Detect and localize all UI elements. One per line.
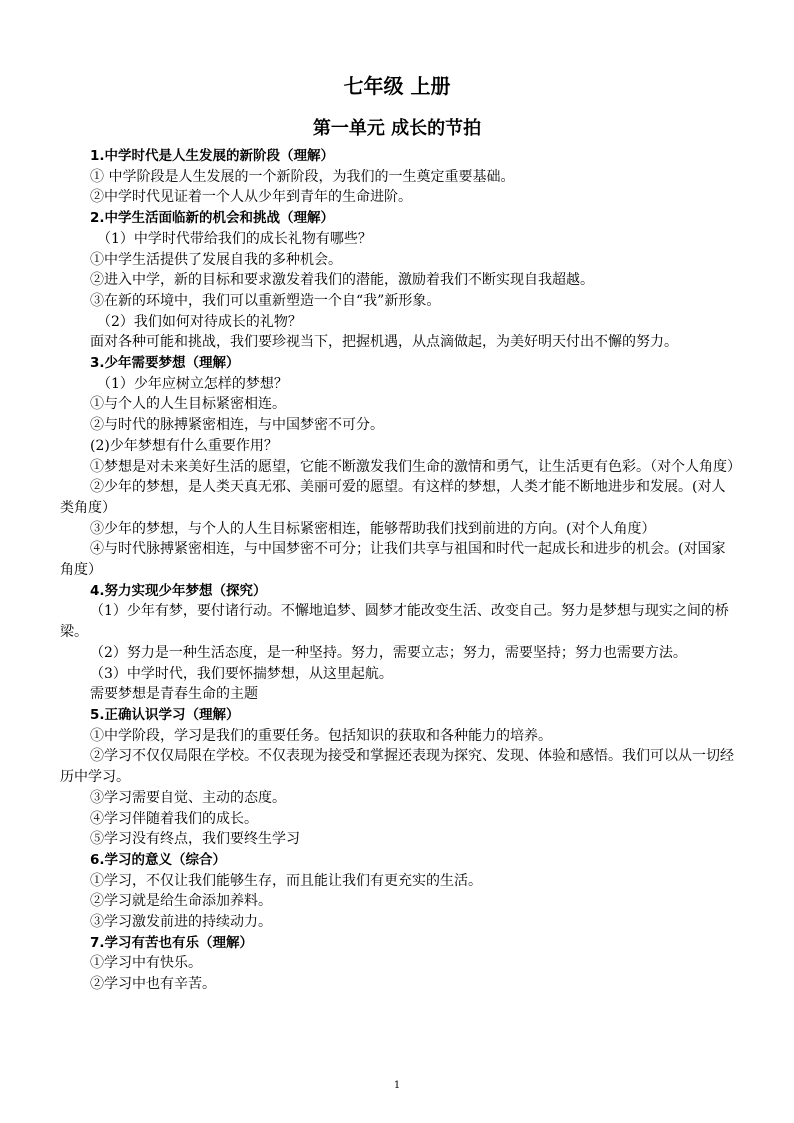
question-label: （1）中学时代带给我们的成长礼物有哪些？	[97, 230, 372, 247]
section-heading-2: 2.中学生活面临新的机会和挑战（理解）	[90, 210, 335, 227]
list-item: ②学习中也有辛苦。	[90, 976, 216, 993]
section-heading-4: 4.努力实现少年梦想（探究）	[90, 582, 267, 599]
list-item: ③学习激发前进的持续动力。	[90, 914, 272, 931]
list-item: ①学习中有快乐。	[90, 955, 202, 972]
list-item: ②学习就是给生命添加养料。	[90, 893, 272, 910]
paragraph: ②学习不仅仅局限在学校。不仅表现为接受和掌握还表现为探究、发现、体验和感悟。我们可以从一切经历中学习。	[60, 748, 734, 786]
list-item: ⑤学习没有终点，我们要终生学习	[90, 831, 300, 848]
list-item: ①与个人的人生目标紧密相连。	[90, 396, 286, 413]
question-label: （1）少年应树立怎样的梦想？	[97, 375, 288, 392]
list-item: ③少年的梦想，与个人的人生目标紧密相连，能够帮助我们找到前进的方向。(对个人角度）	[90, 520, 656, 537]
list-item: ②中学时代见证着一个人从少年到青年的生命进阶。	[90, 189, 412, 206]
document-body	[60, 146, 741, 995]
list-item: ②进入中学，新的目标和要求激发着我们的潜能，激励着我们不断实现自我超越。	[90, 272, 594, 289]
list-item: ③学习需要自觉、主动的态度。	[90, 789, 286, 806]
list-item: ④学习伴随着我们的成长。	[90, 810, 258, 827]
list-item: ① 中学阶段是人生发展的一个新阶段，为我们的一生奠定重要基础。	[90, 168, 515, 185]
page-title: 七年级 上册	[343, 74, 451, 98]
paragraph: ④与时代脉搏紧密相连，与中国梦密不可分；让我们共享与祖国和时代一起成长和进步的机会。(对国家角度）	[60, 541, 726, 579]
question-label: （2）我们如何对待成长的礼物？	[97, 313, 302, 330]
paragraph: ②少年的梦想，是人类天真无邪、美丽可爱的愿望。有这样的梦想，人类才能不断地进步和发展。(对人类角度）	[60, 479, 726, 516]
list-item: 需要梦想是青春生命的主题	[90, 686, 258, 703]
section-heading-5: 5.正确认识学习（理解）	[90, 706, 240, 723]
paragraph: （2）努力是一种生活态度，是一种坚持。努力，需要立志；努力，需要坚持；努力也需要方法。	[90, 644, 687, 661]
paragraph: 面对各种可能和挑战，我们要珍视当下，把握机遇，从点滴做起，为美好明天付出不懈的努力。	[90, 334, 678, 351]
list-item: ①中学生活提供了发展自我的多种机会。	[90, 251, 342, 268]
paragraph: （1）少年有梦，要付诸行动。不懈地追梦、圆梦才能改变生活、改变自己。努力是梦想与现实之间的桥梁。	[60, 603, 729, 641]
section-heading-7: 7.学习有苦也有乐（理解）	[90, 934, 254, 951]
list-item: ②与时代的脉搏紧密相连，与中国梦密不可分。	[90, 417, 384, 434]
section-heading-1: 1.中学时代是人生发展的新阶段（理解）	[90, 148, 335, 164]
list-item: （3）中学时代，我们要怀揣梦想，从这里起航。	[90, 665, 393, 682]
paragraph: ①梦想是对未来美好生活的愿望，它能不断激发我们生命的激情和勇气，让生活更有色彩。（对个人角度）	[90, 458, 741, 475]
unit-title: 第一单元 成长的节拍	[312, 118, 482, 139]
list-item: ①学习，不仅让我们能够生存，而且能让我们有更充实的生活。	[90, 872, 482, 889]
section-heading-3: 3.少年需要梦想（理解）	[90, 355, 240, 372]
question-label: (2)少年梦想有什么重要作用？	[90, 437, 278, 454]
list-item: ③在新的环境中，我们可以重新塑造一个自“我”新形象。	[90, 292, 441, 309]
section-heading-6: 6.学习的意义（综合）	[90, 851, 227, 868]
page-number: 1	[393, 1080, 401, 1091]
list-item: ①中学阶段，学习是我们的重要任务。包括知识的获取和各种能力的培养。	[90, 727, 552, 744]
